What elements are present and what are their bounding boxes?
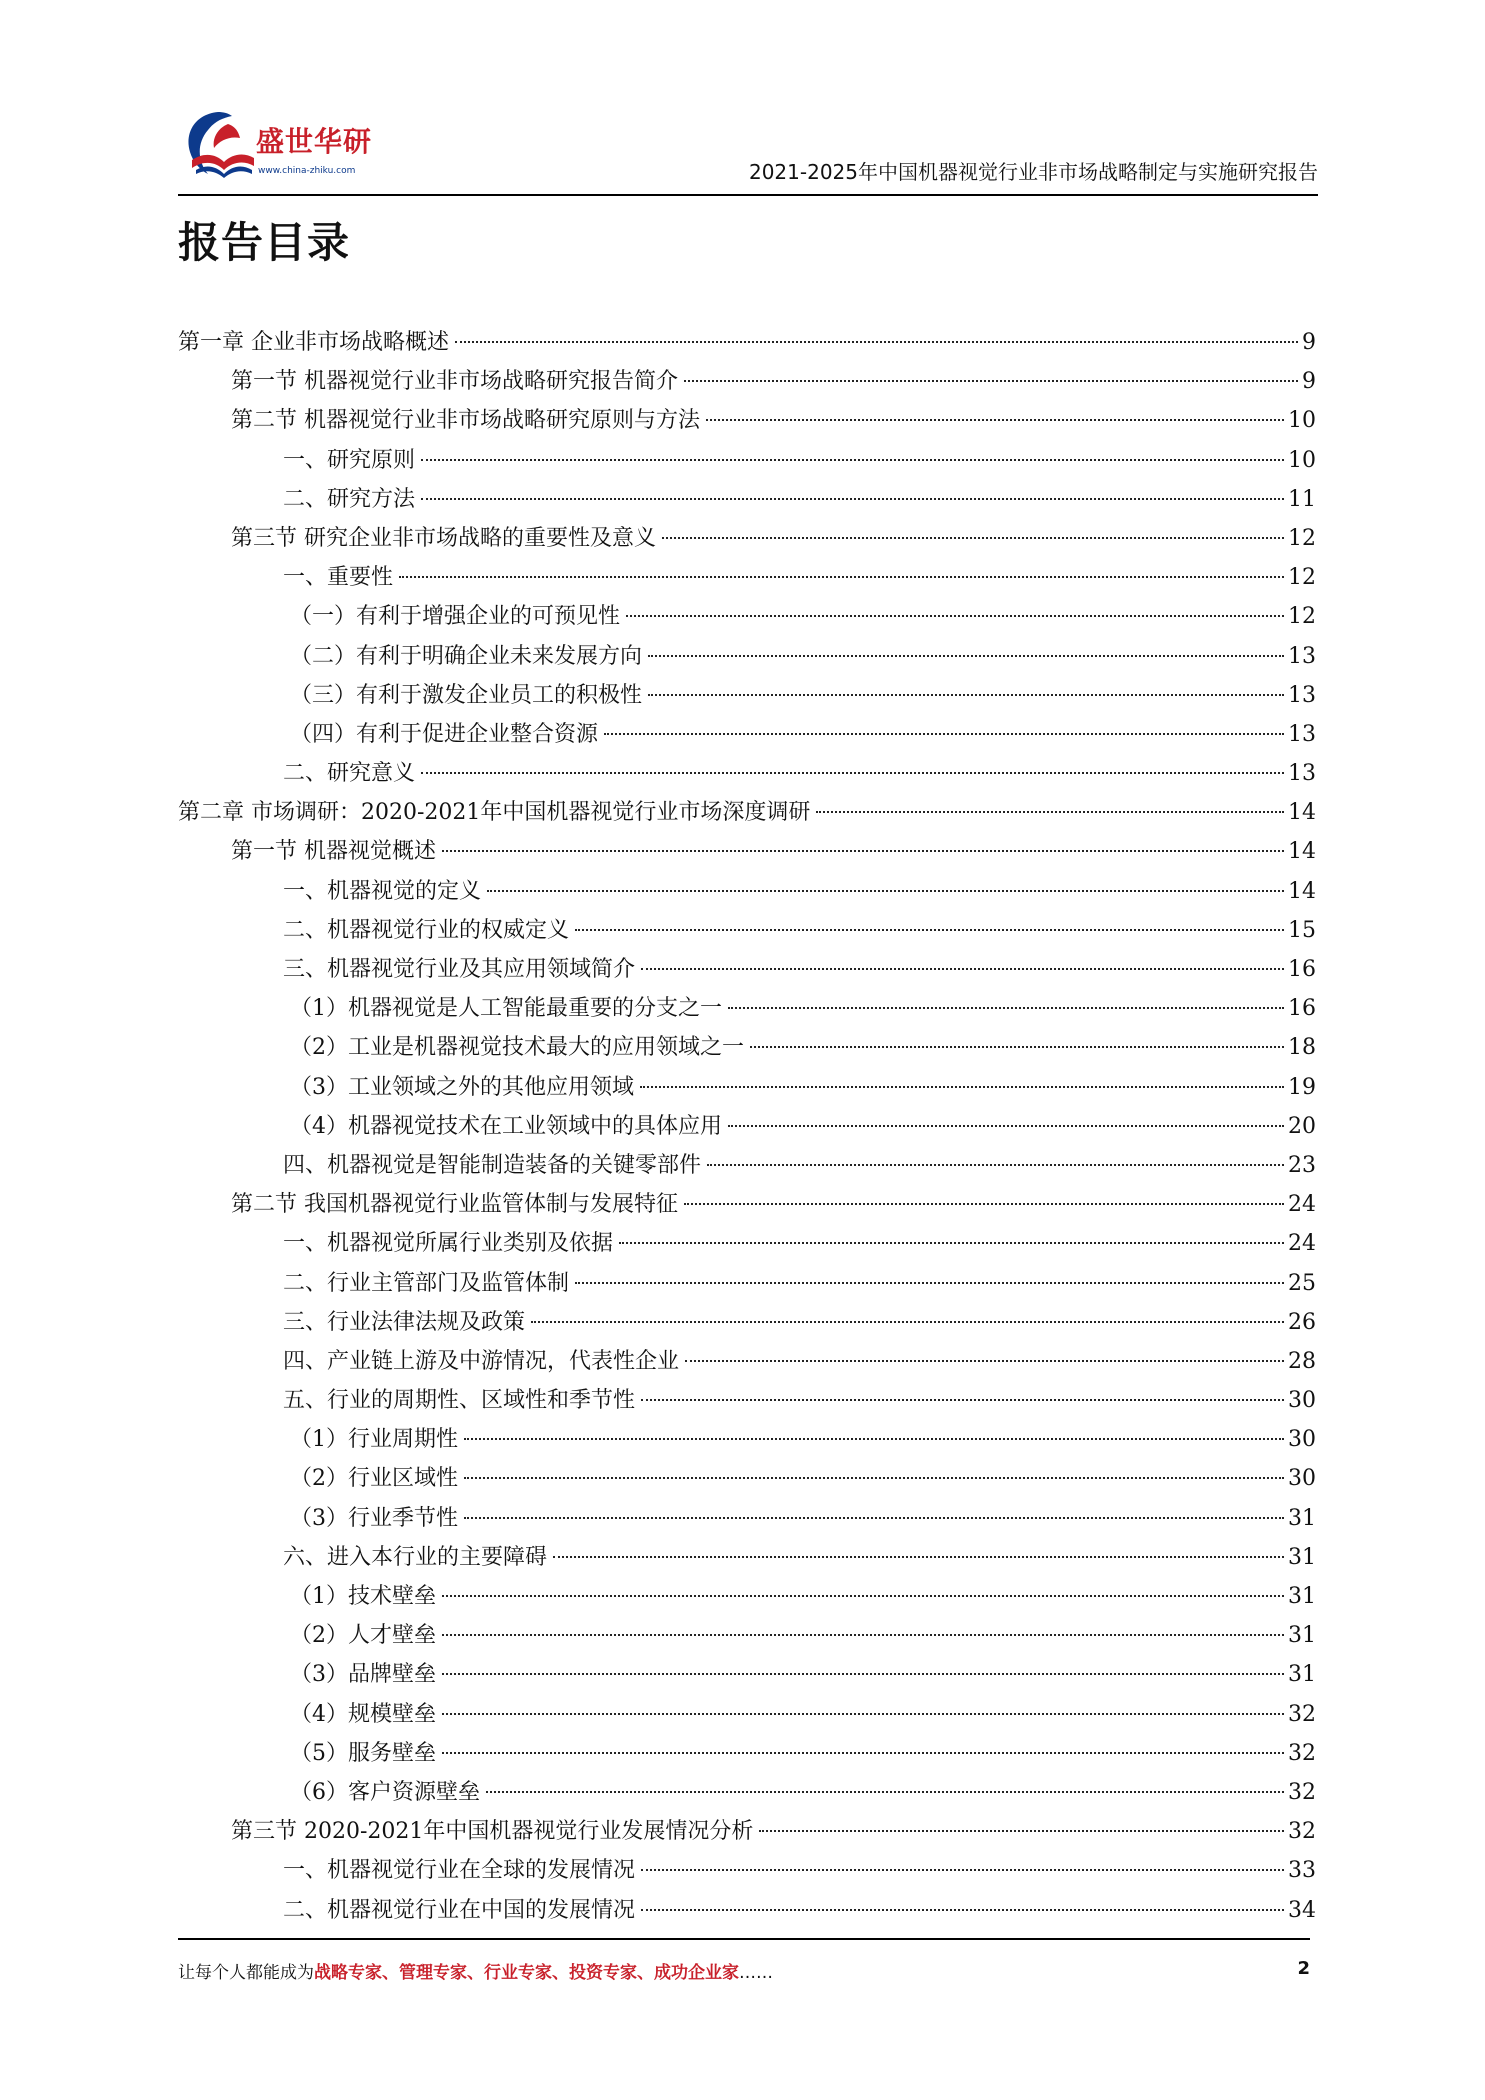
toc-entry-title: 二、机器视觉行业在中国的发展情况: [283, 1897, 636, 1923]
toc-entry[interactable]: [178, 1028, 1316, 1067]
toc-dot-leader: [464, 1517, 1284, 1519]
toc-dot-leader: [575, 929, 1284, 931]
toc-entry[interactable]: [178, 1068, 1316, 1107]
toc-entry[interactable]: [178, 1420, 1316, 1459]
toc-entry[interactable]: [178, 1459, 1316, 1498]
toc-entry-title: 一、机器视觉的定义: [283, 878, 482, 904]
toc-dot-leader: [531, 1321, 1284, 1323]
header-divider: [178, 194, 1318, 196]
toc-dot-leader: [604, 733, 1284, 735]
toc-entry[interactable]: [178, 1616, 1316, 1655]
toc-dot-leader: [685, 1360, 1284, 1362]
toc-entry-page: 14: [1288, 800, 1316, 826]
toc-entry[interactable]: [178, 1342, 1316, 1381]
toc-entry[interactable]: [178, 989, 1316, 1028]
toc-entry-title: （一）有利于增强企业的可预见性: [290, 604, 621, 630]
toc-entry[interactable]: [178, 1264, 1316, 1303]
toc-entry-title: 六、进入本行业的主要障碍: [283, 1544, 548, 1570]
toc-entry-title: （二）有利于明确企业未来发展方向: [290, 643, 643, 669]
toc-entry[interactable]: [178, 715, 1316, 754]
toc-dot-leader: [442, 1595, 1284, 1597]
toc-entry[interactable]: [178, 401, 1316, 440]
toc-entry-title: 第一章 企业非市场战略概述: [178, 330, 449, 355]
toc-entry-title: （三）有利于激发企业员工的积极性: [290, 682, 643, 708]
toc-entry-page: 11: [1288, 486, 1316, 512]
page-footer: [178, 1958, 1310, 1998]
toc-entry-title: 第三节 研究企业非市场战略的重要性及意义: [231, 525, 656, 551]
toc-entry[interactable]: [178, 1381, 1316, 1420]
toc-dot-leader: [750, 1046, 1284, 1048]
logo-text: 盛世华研: [256, 125, 373, 158]
toc-dot-leader: [421, 459, 1284, 461]
toc-entry[interactable]: [178, 1224, 1316, 1263]
toc-entry-page: 14: [1288, 878, 1316, 904]
toc-entry[interactable]: [178, 1185, 1316, 1224]
toc-dot-leader: [442, 1634, 1284, 1636]
toc-entry-page: 30: [1288, 1388, 1316, 1414]
toc-dot-leader: [728, 1125, 1284, 1127]
toc-entry-title: 三、机器视觉行业及其应用领域简介: [283, 957, 636, 982]
toc-entry[interactable]: [178, 362, 1316, 401]
toc-entry-title: 第二节 机器视觉行业非市场战略研究原则与方法: [231, 408, 700, 434]
company-logo: [178, 104, 388, 184]
toc-entry-title: 第一节 机器视觉行业非市场战略研究报告简介: [231, 369, 678, 395]
toc-entry[interactable]: [178, 1107, 1316, 1146]
toc-dot-leader: [641, 1869, 1284, 1871]
toc-entry-title: 一、研究原则: [283, 447, 416, 473]
toc-entry-page: 18: [1288, 1035, 1316, 1061]
toc-entry[interactable]: [178, 1891, 1316, 1930]
toc-entry[interactable]: [178, 1695, 1316, 1734]
toc-entry-page: 13: [1288, 721, 1316, 747]
toc-entry-page: 19: [1288, 1074, 1316, 1100]
toc-entry[interactable]: [178, 1577, 1316, 1616]
toc-entry-page: 31: [1288, 1544, 1316, 1570]
toc-entry-page: 33: [1288, 1858, 1316, 1884]
toc-dot-leader: [641, 1909, 1284, 1911]
toc-entry-page: 14: [1288, 839, 1316, 865]
toc-entry-title: （4）机器视觉技术在工业领域中的具体应用: [290, 1113, 722, 1139]
toc-entry-page: 34: [1288, 1897, 1316, 1923]
toc-entry-page: 28: [1288, 1348, 1316, 1374]
footer-slogan-prefix: 让每个人都能成为: [178, 1963, 314, 1983]
toc-entry[interactable]: [178, 1734, 1316, 1773]
toc-entry[interactable]: [178, 676, 1316, 715]
toc-dot-leader: [442, 1673, 1284, 1675]
toc-dot-leader: [684, 1203, 1284, 1205]
toc-entry[interactable]: [178, 1851, 1316, 1890]
report-title: 2021-2025年中国机器视觉行业非市场战略制定与实施研究报告: [748, 160, 1318, 184]
toc-entry[interactable]: [178, 754, 1316, 793]
toc-dot-leader: [464, 1477, 1284, 1479]
toc-dot-leader: [553, 1556, 1284, 1558]
toc-entry-page: 12: [1288, 525, 1316, 551]
footer-slogan-suffix: ……: [739, 1963, 773, 1983]
toc-dot-leader: [816, 811, 1284, 813]
toc-entry-page: 25: [1288, 1270, 1316, 1296]
toc-entry-title: （2）人才壁垒: [290, 1623, 436, 1649]
toc-dot-leader: [641, 1399, 1284, 1401]
page-number: 2: [1297, 1958, 1310, 1979]
page-heading: 报告目录: [178, 218, 351, 267]
toc-dot-leader: [706, 419, 1284, 421]
toc-entry-title: （4）规模壁垒: [290, 1701, 436, 1727]
toc-entry-page: 31: [1288, 1662, 1316, 1688]
toc-entry-title: 五、行业的周期性、区域性和季节性: [283, 1388, 636, 1414]
toc-entry[interactable]: [178, 597, 1316, 636]
toc-entry-page: 26: [1288, 1309, 1316, 1335]
toc-entry-page: 20: [1288, 1113, 1316, 1139]
toc-dot-leader: [442, 850, 1284, 852]
toc-entry-title: （3）工业领域之外的其他应用领域: [290, 1074, 634, 1100]
toc-entry-page: 16: [1288, 957, 1316, 982]
toc-entry-title: 一、重要性: [283, 565, 394, 591]
toc-entry[interactable]: [178, 323, 1316, 362]
toc-entry-page: 23: [1288, 1152, 1316, 1178]
toc-entry[interactable]: [178, 1303, 1316, 1342]
toc-entry[interactable]: [178, 793, 1316, 832]
toc-entry-title: （2）工业是机器视觉技术最大的应用领域之一: [290, 1035, 744, 1061]
toc-entry[interactable]: [178, 1538, 1316, 1577]
toc-dot-leader: [464, 1438, 1284, 1440]
toc-entry[interactable]: [178, 950, 1316, 989]
toc-entry-page: 24: [1288, 1192, 1316, 1218]
toc-entry-title: 第二章 市场调研：2020-2021年中国机器视觉行业市场深度调研: [178, 800, 811, 826]
toc-dot-leader: [640, 1086, 1284, 1088]
toc-entry-title: 二、机器视觉行业的权威定义: [283, 917, 570, 943]
toc-entry-title: （1）行业周期性: [290, 1427, 458, 1453]
toc-entry-page: 9: [1302, 330, 1316, 355]
toc-entry-title: 一、机器视觉所属行业类别及依据: [283, 1231, 614, 1257]
toc-entry-page: 10: [1288, 408, 1316, 434]
toc-dot-leader: [626, 615, 1284, 617]
toc-entry-title: （2）行业区域性: [290, 1466, 458, 1492]
toc-entry[interactable]: [178, 832, 1316, 871]
toc-dot-leader: [648, 694, 1284, 696]
toc-dot-leader: [619, 1242, 1284, 1244]
toc-entry-page: 9: [1302, 369, 1316, 395]
toc-entry-title: 二、研究方法: [283, 486, 416, 512]
toc-entry-title: （1）技术壁垒: [290, 1584, 436, 1609]
toc-entry-page: 24: [1288, 1231, 1316, 1257]
footer-slogan-highlight: 战略专家、管理专家、行业专家、投资专家、成功企业家: [314, 1963, 739, 1983]
table-of-contents: [178, 323, 1316, 1930]
toc-dot-leader: [662, 537, 1284, 539]
book-swirl-logo-icon: [178, 104, 258, 184]
toc-entry-page: 32: [1288, 1701, 1316, 1727]
toc-entry-title: 四、产业链上游及中游情况，代表性企业: [283, 1348, 680, 1374]
toc-dot-leader: [759, 1830, 1284, 1832]
toc-entry-page: 12: [1288, 604, 1316, 630]
toc-dot-leader: [728, 1007, 1284, 1009]
toc-entry-title: （四）有利于促进企业整合资源: [290, 721, 599, 747]
toc-dot-leader: [707, 1164, 1284, 1166]
toc-entry[interactable]: [178, 519, 1316, 558]
toc-entry[interactable]: [178, 1773, 1316, 1812]
toc-entry-page: 32: [1288, 1740, 1316, 1766]
toc-entry-title: （5）服务壁垒: [290, 1740, 436, 1766]
toc-dot-leader: [455, 341, 1298, 343]
toc-entry-title: 二、行业主管部门及监管体制: [283, 1270, 570, 1296]
toc-entry-title: （3）行业季节性: [290, 1505, 458, 1531]
toc-entry-page: 13: [1288, 643, 1316, 669]
toc-entry-title: 三、行业法律法规及政策: [283, 1309, 526, 1335]
toc-dot-leader: [442, 1752, 1284, 1754]
toc-entry-title: 第三节 2020-2021年中国机器视觉行业发展情况分析: [231, 1819, 754, 1845]
toc-entry-page: 31: [1288, 1584, 1316, 1609]
toc-dot-leader: [487, 890, 1284, 892]
toc-dot-leader: [421, 498, 1284, 500]
toc-dot-leader: [684, 380, 1298, 382]
toc-entry-title: 一、机器视觉行业在全球的发展情况: [283, 1858, 636, 1884]
toc-entry[interactable]: [178, 911, 1316, 950]
toc-entry-title: 四、机器视觉是智能制造装备的关键零部件: [283, 1152, 702, 1178]
toc-entry[interactable]: [178, 1499, 1316, 1538]
toc-entry[interactable]: [178, 872, 1316, 911]
toc-entry-page: 31: [1288, 1623, 1316, 1649]
toc-dot-leader: [442, 1713, 1284, 1715]
toc-entry-page: 13: [1288, 682, 1316, 708]
toc-dot-leader: [486, 1791, 1284, 1793]
toc-entry-title: 第一节 机器视觉概述: [231, 839, 436, 865]
toc-entry[interactable]: [178, 441, 1316, 480]
toc-entry[interactable]: [178, 558, 1316, 597]
toc-entry[interactable]: [178, 1655, 1316, 1694]
page-header: [178, 102, 1318, 192]
toc-entry[interactable]: [178, 1812, 1316, 1851]
toc-entry[interactable]: [178, 1146, 1316, 1185]
toc-dot-leader: [421, 772, 1284, 774]
toc-entry-page: 32: [1288, 1819, 1316, 1845]
toc-entry-title: 二、研究意义: [283, 761, 416, 787]
toc-entry-page: 16: [1288, 996, 1316, 1022]
footer-divider: [178, 1938, 1310, 1940]
toc-entry[interactable]: [178, 637, 1316, 676]
toc-entry-page: 32: [1288, 1779, 1316, 1805]
toc-dot-leader: [641, 968, 1284, 970]
toc-entry-title: （1）机器视觉是人工智能最重要的分支之一: [290, 996, 722, 1022]
toc-entry-page: 30: [1288, 1466, 1316, 1492]
toc-entry-page: 30: [1288, 1427, 1316, 1453]
toc-dot-leader: [648, 655, 1284, 657]
toc-entry-page: 13: [1288, 761, 1316, 787]
logo-url: www.china-zhiku.com: [258, 166, 356, 176]
toc-entry[interactable]: [178, 480, 1316, 519]
toc-entry-title: （6）客户资源壁垒: [290, 1779, 480, 1805]
toc-entry-page: 12: [1288, 565, 1316, 591]
toc-dot-leader: [575, 1282, 1284, 1284]
toc-dot-leader: [399, 576, 1284, 578]
toc-entry-page: 15: [1288, 917, 1316, 943]
toc-entry-page: 31: [1288, 1505, 1316, 1531]
toc-entry-title: （3）品牌壁垒: [290, 1662, 436, 1688]
toc-entry-page: 10: [1288, 447, 1316, 473]
toc-entry-title: 第二节 我国机器视觉行业监管体制与发展特征: [231, 1192, 678, 1218]
